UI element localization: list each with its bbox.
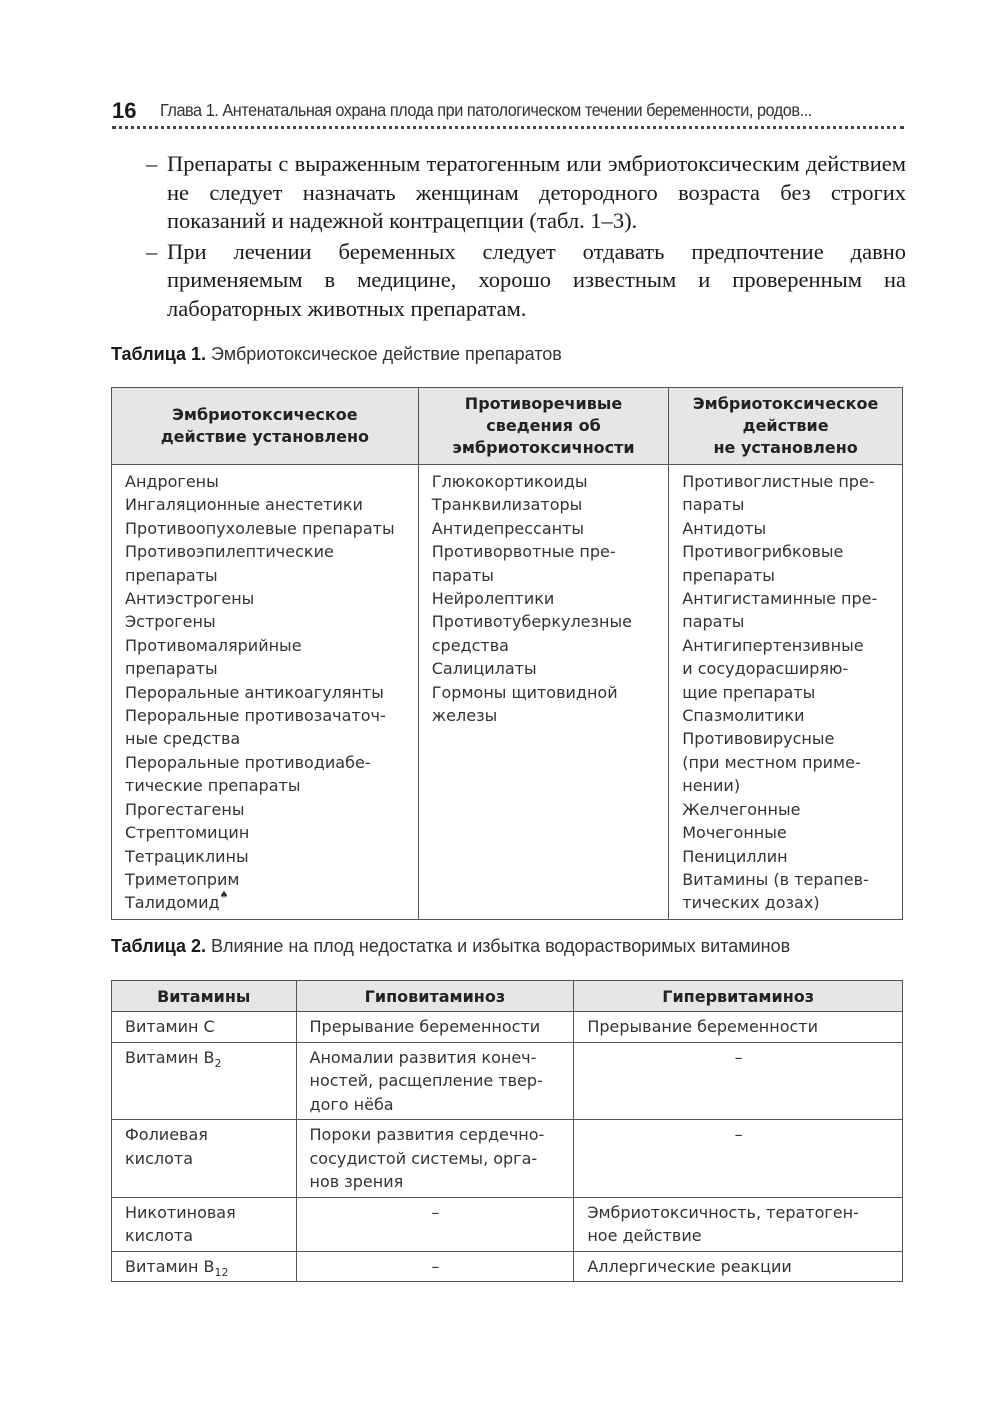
drug-item: Антидепрессанты xyxy=(431,518,585,538)
drug-item: железы xyxy=(431,706,498,726)
table1-caption-text: Эмбриотоксическое действие препаратов xyxy=(206,344,562,364)
drug-item: Стрептомицин xyxy=(125,823,250,843)
page-number: 16 xyxy=(112,98,137,123)
drug-item: Пероральные противозачаточ- xyxy=(125,706,386,726)
drug-item: Витамины (в терапев- xyxy=(682,869,869,889)
hypervitaminosis-cell xyxy=(574,1042,903,1120)
effect-text: нов зрения xyxy=(309,1172,404,1191)
header-line: действие xyxy=(742,416,829,435)
effect-text: – xyxy=(431,1256,440,1276)
vitamin-name: Витамин $В_2$ xyxy=(125,1047,222,1070)
header-established xyxy=(112,388,419,465)
header-line: не установлено xyxy=(713,438,858,457)
hypervitaminosis-cell xyxy=(574,1251,903,1282)
hypervitaminosis-cell xyxy=(574,1012,903,1043)
drug-item: Противовирусные xyxy=(682,729,835,749)
effect-text: – xyxy=(734,1047,743,1067)
table2-caption-label: Таблица 2. xyxy=(111,936,207,956)
header-line: действие установлено xyxy=(160,427,370,446)
drug-item: Противомалярийные xyxy=(125,635,302,655)
drug-item: щие препараты xyxy=(682,682,816,702)
effect-text: Пороки развития сердечно- xyxy=(309,1125,545,1144)
drug-item: Триметоприм xyxy=(125,869,240,889)
vitamins-table xyxy=(111,980,903,1282)
drug-item: параты xyxy=(431,565,494,585)
header-line: Эмбриотоксическое xyxy=(172,405,358,424)
table-row xyxy=(112,1042,903,1120)
header-dotted-rule xyxy=(112,126,904,129)
hypovitaminosis-cell xyxy=(296,1120,574,1198)
drug-item: Пенициллин xyxy=(682,846,788,866)
effect-text: Аллергические реакции xyxy=(587,1256,792,1276)
body-text xyxy=(146,150,906,326)
drug-item: Антидоты xyxy=(682,518,767,538)
drug-item: препараты xyxy=(125,565,218,585)
effect-text: дого нёба xyxy=(309,1094,394,1114)
drug-item: Антигипертензивные xyxy=(682,635,864,655)
vitamin-name: Фолиевая xyxy=(125,1125,208,1144)
drug-item: Противотуберкулезные xyxy=(431,612,632,632)
vitamin-cell xyxy=(112,1251,297,1282)
effect-text: ное действие xyxy=(587,1226,702,1245)
drug-item: Антигистаминные пре- xyxy=(682,589,878,609)
hypervitaminosis-cell xyxy=(574,1197,903,1251)
header-line: Противоречивые xyxy=(464,394,623,413)
header-hypervitaminosis: Гипервитаминоз xyxy=(574,981,903,1012)
bullet-item xyxy=(146,238,906,324)
header-line: Эмбриотоксическое xyxy=(692,394,879,413)
drug-item: Антиэстрогены xyxy=(125,589,255,609)
table-header-row xyxy=(112,981,903,1012)
spade-mark-icon: ♠ xyxy=(219,890,229,902)
vitamin-subscript: 2 xyxy=(214,1056,222,1070)
bullet-item xyxy=(146,150,906,236)
effect-text: – xyxy=(734,1125,743,1144)
drug-item: тические препараты xyxy=(125,776,301,796)
hypovitaminosis-cell xyxy=(296,1042,574,1120)
drug-item: (при местном приме- xyxy=(682,752,861,772)
drug-item: Ингаляционные анестетики xyxy=(125,495,363,515)
drug-item: нении) xyxy=(682,776,741,796)
hypovitaminosis-cell xyxy=(296,1197,574,1251)
table-row xyxy=(112,465,903,920)
drug-item: и сосудорасширяю- xyxy=(682,659,849,679)
bullet-text: При лечении беременных следует отдавать предпочтение давно применяемым в медицине, хорошо известным и проверенным на лабораторных животных препаратам. xyxy=(167,238,906,321)
table-header-row xyxy=(112,388,903,465)
table-row xyxy=(112,1251,903,1282)
drug-item: Салицилаты xyxy=(431,659,537,679)
drug-item: Противорвотные пре- xyxy=(431,542,616,562)
drug-item: Противоглистные пре- xyxy=(682,472,875,491)
table1-caption xyxy=(111,344,562,365)
header-contradictory xyxy=(418,388,669,465)
table2-caption xyxy=(111,936,790,957)
hypovitaminosis-cell xyxy=(296,1251,574,1282)
effect-text: сосудистой системы, орга- xyxy=(309,1148,538,1168)
table2-caption-text: Влияние на плод недостатка и избытка водорастворимых витаминов xyxy=(206,936,791,956)
drug-item: Тетрациклины xyxy=(125,846,249,866)
vitamin-cell xyxy=(112,1042,297,1120)
drug-item: Противогрибковые xyxy=(682,542,844,562)
drug-item: Андрогены xyxy=(125,472,219,491)
drug-item: Прогестагены xyxy=(125,799,245,819)
vitamin-name: Витамин $В_{12}$ xyxy=(125,1256,229,1279)
vitamin-cell xyxy=(112,1120,297,1198)
drug-item: Пероральные противодиабе- xyxy=(125,752,371,772)
drug-item: Эстрогены xyxy=(125,612,216,632)
drug-item: Глюкокортикоиды xyxy=(431,472,588,491)
vitamin-name: Никотиновая xyxy=(125,1202,236,1222)
effect-text: ностей, расщепление твер- xyxy=(309,1071,543,1090)
table-row xyxy=(112,1197,903,1251)
effect-text: Прерывание беременности xyxy=(309,1017,541,1036)
drug-item: Желчегонные xyxy=(682,799,801,819)
vitamin-subscript: 12 xyxy=(214,1265,229,1279)
drug-item: препараты xyxy=(125,659,218,679)
hypovitaminosis-cell xyxy=(296,1012,574,1043)
drug-item: Спазмолитики xyxy=(682,706,805,726)
vitamin-cell xyxy=(112,1012,297,1043)
drug-item: параты xyxy=(682,495,745,515)
drug-item: Гормоны щитовидной xyxy=(431,682,618,702)
drug-item: Нейролептики xyxy=(431,589,555,609)
drug-item: Противоопухолевые препараты xyxy=(125,518,395,538)
drug-item: препараты xyxy=(682,565,775,585)
vitamins-table-body xyxy=(112,1012,903,1282)
running-head: Глава 1. Антенатальная охрана плода при патологическом течении беременности, родов... xyxy=(160,100,812,120)
header-line: сведения об xyxy=(486,416,601,435)
effect-text: Эмбриотоксичность, тератоген- xyxy=(587,1202,859,1222)
drug-item: Пероральные антикоагулянты xyxy=(125,682,384,702)
effect-text: Прерывание беременности xyxy=(587,1017,819,1036)
contradictory-drug-list xyxy=(418,465,669,920)
drug-item: ные средства xyxy=(125,729,241,749)
bullet-text: Препараты с выраженным тератогенным или эмбриотоксическим действием не следует назначать женщинам детородного возраста без строгих показаний и надежной контрацепции (табл. 1–3). xyxy=(167,151,906,234)
table-row xyxy=(112,1120,903,1198)
page-header xyxy=(112,96,904,130)
header-line: эмбриотоксичности xyxy=(452,438,635,457)
embryotoxicity-table xyxy=(111,387,903,920)
drug-item: Транквилизаторы xyxy=(431,495,583,515)
not-established-drug-list xyxy=(669,465,903,920)
vitamin-cell xyxy=(112,1197,297,1251)
vitamin-name: Витамин С xyxy=(125,1017,215,1036)
table1-caption-label: Таблица 1. xyxy=(111,344,207,364)
drug-item: средства xyxy=(431,635,509,655)
vitamin-name: кислота xyxy=(125,1148,193,1168)
drug-item: тических дозах) xyxy=(682,893,820,913)
effect-text: – xyxy=(431,1202,440,1222)
hypervitaminosis-cell xyxy=(574,1120,903,1198)
drug-item: Мочегонные xyxy=(682,823,787,843)
drug-item: Талидомид♠ xyxy=(125,890,229,913)
effect-text: Аномалии развития конеч- xyxy=(309,1047,537,1067)
vitamin-name: кислота xyxy=(125,1226,193,1245)
header-vitamins: Витамины xyxy=(112,981,297,1012)
header-hypovitaminosis: Гиповитаминоз xyxy=(296,981,574,1012)
dash-bullet-icon: – xyxy=(146,151,158,176)
table-row xyxy=(112,1012,903,1043)
established-drug-list xyxy=(112,465,419,920)
header-not-established xyxy=(669,388,903,465)
drug-item: параты xyxy=(682,612,745,632)
drug-item: Противоэпилептические xyxy=(125,542,334,562)
dash-bullet-icon: – xyxy=(146,238,158,264)
